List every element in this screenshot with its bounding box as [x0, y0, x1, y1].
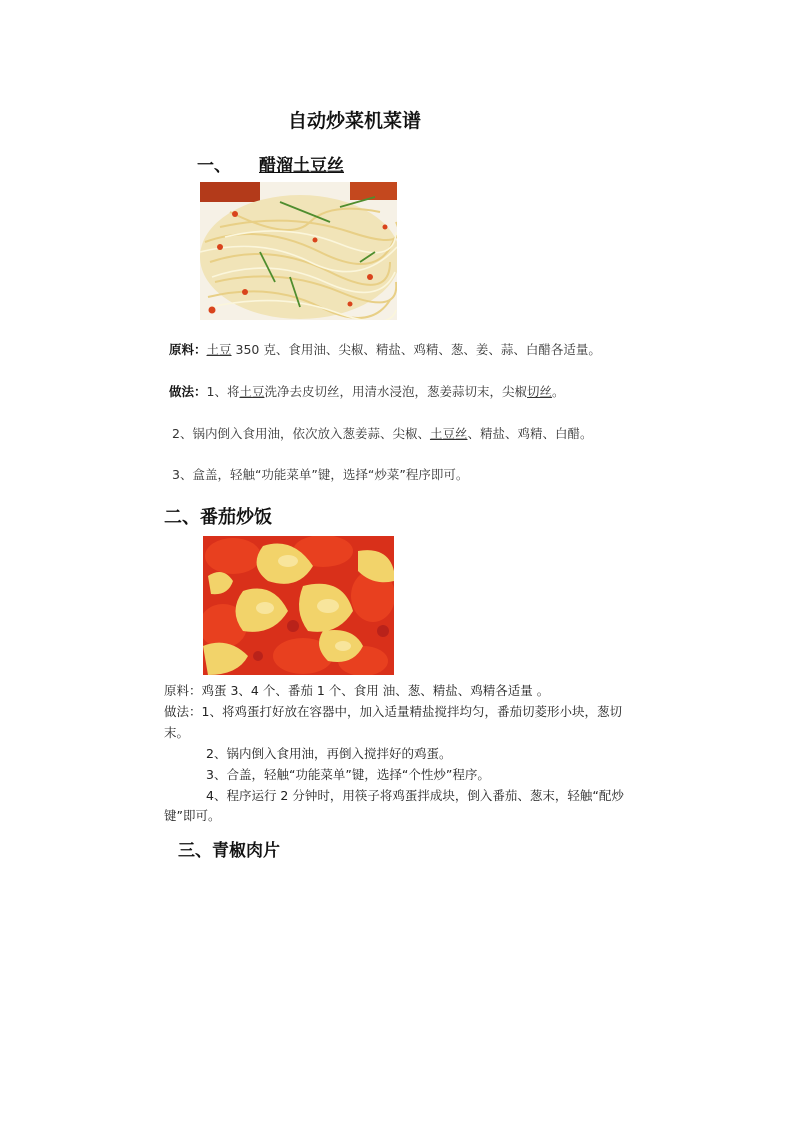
section2-step4-line2: 键”即可。 — [164, 808, 221, 823]
section2-ingredients: 原料：鸡蛋 3、4 个、番茄 1 个、食用 油、葱、精盐、鸡精各适量 。 — [164, 683, 550, 698]
section1-ingredients-text: 350 克、食用油、尖椒、精盐、鸡精、葱、姜、蒜、白醋各适量。 — [231, 342, 601, 357]
section1-step1-text-b: 洗净去皮切丝，用清水浸泡，葱姜蒜切末，尖椒 — [264, 384, 527, 399]
section2-step2: 2、锅内倒入食用油，再倒入搅拌好的鸡蛋。 — [206, 746, 452, 761]
section1-step2-text-a: 2、锅内倒入食用油，依次放入葱姜蒜、尖椒、 — [172, 426, 430, 441]
section2-heading: 二、番茄炒饭 — [164, 507, 272, 528]
section1-ingredients — [169, 340, 601, 358]
section1-step1 — [169, 382, 565, 400]
tomato-egg-photo — [203, 536, 394, 675]
section1-number: 一、 — [197, 156, 231, 176]
section1-step2 — [172, 424, 593, 442]
section2-step4-line1: 4、程序运行 2 分钟时，用筷子将鸡蛋拌成块，倒入番茄、葱末，轻触“配炒 — [206, 788, 624, 803]
section1-step1-underlined-1: 土豆 — [239, 384, 265, 399]
section1-step2-underlined: 土豆丝 — [429, 426, 468, 441]
section2-method-line1: 做法：1、将鸡蛋打好放在容器中，加入适量精盐搅拌均匀，番茄切菱形小块，葱切 — [164, 704, 622, 719]
section1-step1-text-a: 1、将 — [206, 384, 240, 399]
document-title: 自动炒菜机菜谱 — [288, 110, 422, 132]
section1-method-label: 做法： — [169, 384, 207, 399]
section1-step1-underlined-2: 切丝 — [527, 384, 553, 399]
potato-shreds-photo — [200, 182, 397, 320]
section2-step3: 3、合盖，轻触“功能菜单”键，选择“个性炒”程序。 — [206, 767, 490, 782]
section2-method-line2: 末。 — [164, 725, 190, 740]
section1-ingredients-label: 原料： — [169, 342, 207, 357]
section1-heading — [197, 151, 344, 176]
section1-name: 醋溜土豆丝 — [259, 156, 344, 176]
section1-step2-text-b: 、精盐、鸡精、白醋。 — [467, 426, 593, 441]
section1-step1-text-c: 。 — [552, 384, 565, 399]
section1-step3: 3、盒盖，轻触“功能菜单”键，选择“炒菜”程序即可。 — [172, 467, 469, 482]
section1-ingredients-underlined: 土豆 — [206, 342, 232, 357]
section3-heading: 三、青椒肉片 — [178, 841, 280, 861]
